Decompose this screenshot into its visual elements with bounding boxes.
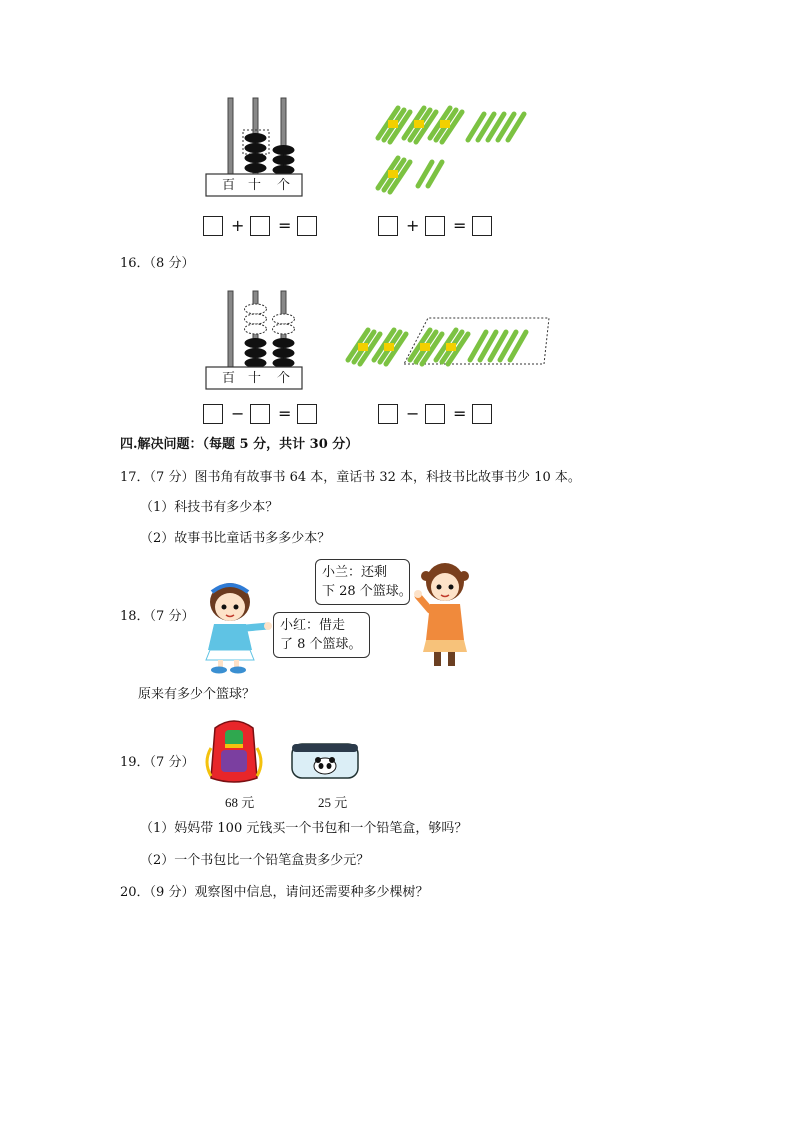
answer-box[interactable] [378,216,398,236]
plus-sign: + [406,216,420,235]
question-17-sub2: （2）故事书比童话书多多少本？ [140,531,331,546]
question-17-sub1: （1）科技书有多少本？ [140,500,279,515]
plus-sign: + [231,216,245,235]
minus-sign: − [406,404,420,423]
abacus-label-tens: 十 [248,178,262,193]
backpack-price: 68 元 [225,795,255,810]
pencil-case-icon [290,742,362,782]
question-17-label: 17．（7 分）图书角有故事书 64 本，童话书 32 本，科技书比故事书少 10 本。 [120,470,581,485]
equals-sign: = [278,216,292,235]
backpack-icon [203,718,265,786]
section-title: 四.解决问题：（每题 5 分，共计 30 分） [120,437,359,452]
answer-box[interactable] [297,404,317,424]
question-20-label: 20．（9 分）观察图中信息，请问还需要种多少棵树？ [120,885,429,900]
minus-sign: − [231,404,245,423]
abacus-label-hundreds: 百 [222,371,236,386]
speech-bubble-xiaolan [315,559,410,605]
question-19-sub1: （1）妈妈带 100 元钱买一个书包和一个铅笔盒，够吗？ [140,821,468,836]
answer-box[interactable] [425,216,445,236]
pencil-case-price: 25 元 [318,795,348,810]
bubble-xiaolan-line1: 小兰：还剩 [322,565,388,580]
answer-box[interactable] [472,404,492,424]
speech-bubble-xiaohong [273,612,370,658]
answer-box[interactable] [472,216,492,236]
abacus-label-ones: 个 [277,178,291,193]
answer-box[interactable] [250,404,270,424]
girl-xiaolan-illustration [412,560,474,672]
equals-sign: = [453,216,467,235]
answer-box[interactable] [297,216,317,236]
answer-box[interactable] [203,216,223,236]
sticks-subtraction-image [344,316,554,368]
equals-sign: = [453,404,467,423]
abacus-label-tens: 十 [248,371,262,386]
question-16-label: 16．（8 分） [120,256,195,271]
answer-box[interactable] [425,404,445,424]
answer-box[interactable] [378,404,398,424]
bubble-xiaohong-line1: 小红：借走 [280,618,346,633]
answer-box[interactable] [203,404,223,424]
question-18-label: 18．（7 分） [120,609,195,624]
sticks-addition-image [372,100,552,195]
equals-sign: = [278,404,292,423]
bubble-xiaolan-line2: 下 28 个篮球。 [322,584,412,599]
abacus-label-ones: 个 [277,371,291,386]
girl-xiaohong-illustration [200,580,270,675]
question-19-sub2: （2）一个书包比一个铅笔盒贵多少元？ [140,853,370,868]
question-19-label: 19．（7 分） [120,755,195,770]
answer-box[interactable] [250,216,270,236]
question-18-text: 原来有多少个篮球？ [138,687,256,702]
abacus-label-hundreds: 百 [222,178,236,193]
bubble-xiaohong-line2: 了 8 个篮球。 [280,637,362,652]
